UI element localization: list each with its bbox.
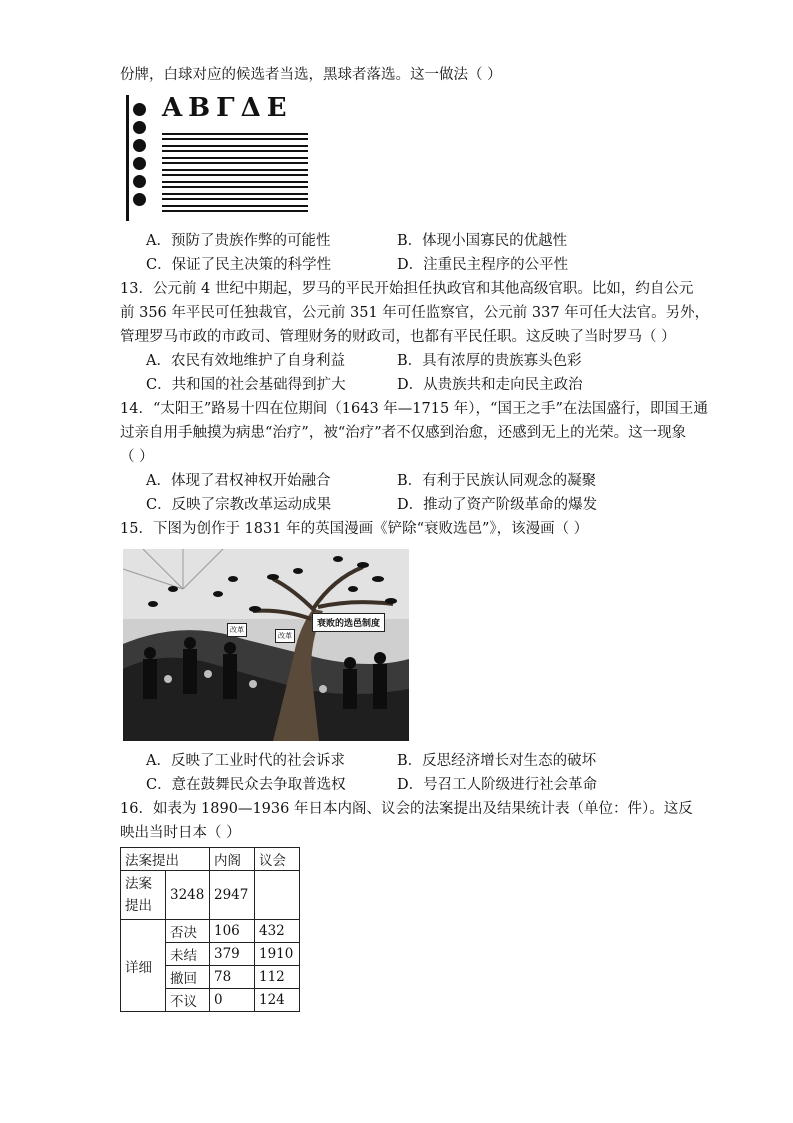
table-cell: 106 [210,920,255,943]
table-cell: 0 [210,989,255,1012]
cartoon-sign: 改革 [227,623,247,637]
ballot-stripe [162,157,308,164]
q12-option-b: B．体现小国寡民的优越性 [397,233,568,249]
table-cell: 2947 [210,871,255,920]
q12-option-c: C．保证了民主决策的科学性 [146,257,332,273]
q15-option-c: C．意在鼓舞民众去争取普选权 [146,777,346,793]
q14-option-b: B．有利于民族认同观念的凝聚 [397,473,597,489]
q14-option-c: C．反映了宗教改革运动成果 [146,497,332,513]
q12-stem-tail: 份牌，白球对应的候选者当选，黑球者落选。这一做法（ ） [120,67,502,83]
q15-stem: 15．下图为创作于 1831 年的英国漫画《铲除“衰败选邑”》，该漫画（ ） [120,521,589,537]
q14-line-1: 14．“太阳王”路易十四在位期间（1643 年—1715 年），“国王之手”在法国盛行，即国王通 [120,401,708,417]
q14-line-2: 过亲自用手触摸为病患“治疗”，被“治疗”者不仅感到治愈，还感到无上的光荣。这一现象 [120,425,687,441]
q15-option-d: D．号召工人阶级进行社会革命 [397,777,598,793]
table-cell: 法案提出 [121,871,166,920]
q13-option-d: D．从贵族共和走向民主政治 [397,377,583,393]
table-header-row [121,848,300,871]
ballot-dot [133,103,146,116]
q14-option-d: D．推动了资产阶级革命的爆发 [397,497,598,513]
q13-option-b: B．具有浓厚的贵族寡头色彩 [397,353,582,369]
q13-line-2: 前 356 年平民可任独裁官，公元前 351 年可任监察官，公元前 337 年可任大法官。另外， [120,305,710,321]
table-cell: 撤回 [166,966,210,989]
table-cell: 否决 [166,920,210,943]
ballot-stripe [162,193,308,200]
cartoon-sign: 改革 [275,629,295,643]
q12-option-a: A．预防了贵族作弊的可能性 [146,233,331,249]
table-cell: 不议 [166,989,210,1012]
table-header-cell: 内阁 [210,848,255,871]
ballot-bar [126,95,129,221]
table-cell: 112 [255,966,300,989]
ballot-dot [133,121,146,134]
table-row [121,871,300,920]
q15-option-b: B．反思经济增长对生态的破坏 [397,753,597,769]
q16-line-2: 映出当时日本（ ） [120,825,241,841]
table-cell: 78 [210,966,255,989]
table-header-cell: 议会 [255,848,300,871]
q14-option-a: A．体现了君权神权开始融合 [146,473,331,489]
ballot-dot [133,139,146,152]
q13-line-3: 管理罗马市政的市政司、管理财务的财政司，也都有平民任职。这反映了当时罗马（ ） [120,329,676,345]
table-row [121,920,300,943]
ballot-stripe [162,133,308,140]
cartoon-illustration [123,549,409,741]
cartoon-image [123,549,409,741]
q13-line-1: 13．公元前 4 世纪中期起，罗马的平民开始担任执政官和其他高级官职。比如，约自公元 [120,281,694,297]
table-cell: 379 [210,943,255,966]
ballot-stripe [162,205,308,212]
ballot-dot [133,175,146,188]
q15-option-a: A．反映了工业时代的社会诉求 [146,753,345,769]
table-cell: 未结 [166,943,210,966]
ballot-stripe [162,181,308,188]
bill-statistics-table [120,847,300,1012]
q14-line-3: （ ） [120,449,154,465]
q13-option-c: C．共和国的社会基础得到扩大 [146,377,346,393]
table-cell [255,871,300,920]
ballot-stripe [162,145,308,152]
ballot-dot [133,193,146,206]
table-cell: 详细 [121,920,166,1012]
table-cell: 3248 [166,871,210,920]
q12-option-d: D．注重民主程序的公平性 [397,257,569,273]
ballot-stripe [162,169,308,176]
ballot-dot [133,157,146,170]
ballot-letters: ΑΒΓΔΕ [162,93,293,123]
cartoon-tree-label: 衰败的选邑制度 [312,613,385,632]
table-header-cell: 法案提出 [121,848,210,871]
q16-line-1: 16．如表为 1890—1936 年日本内阁、议会的法案提出及结果统计表（单位：件）。这反 [120,801,693,817]
table-cell: 1910 [255,943,300,966]
table-cell: 432 [255,920,300,943]
table-cell: 124 [255,989,300,1012]
q13-option-a: A．农民有效地维护了自身利益 [146,353,345,369]
ballot-figure [120,95,320,221]
